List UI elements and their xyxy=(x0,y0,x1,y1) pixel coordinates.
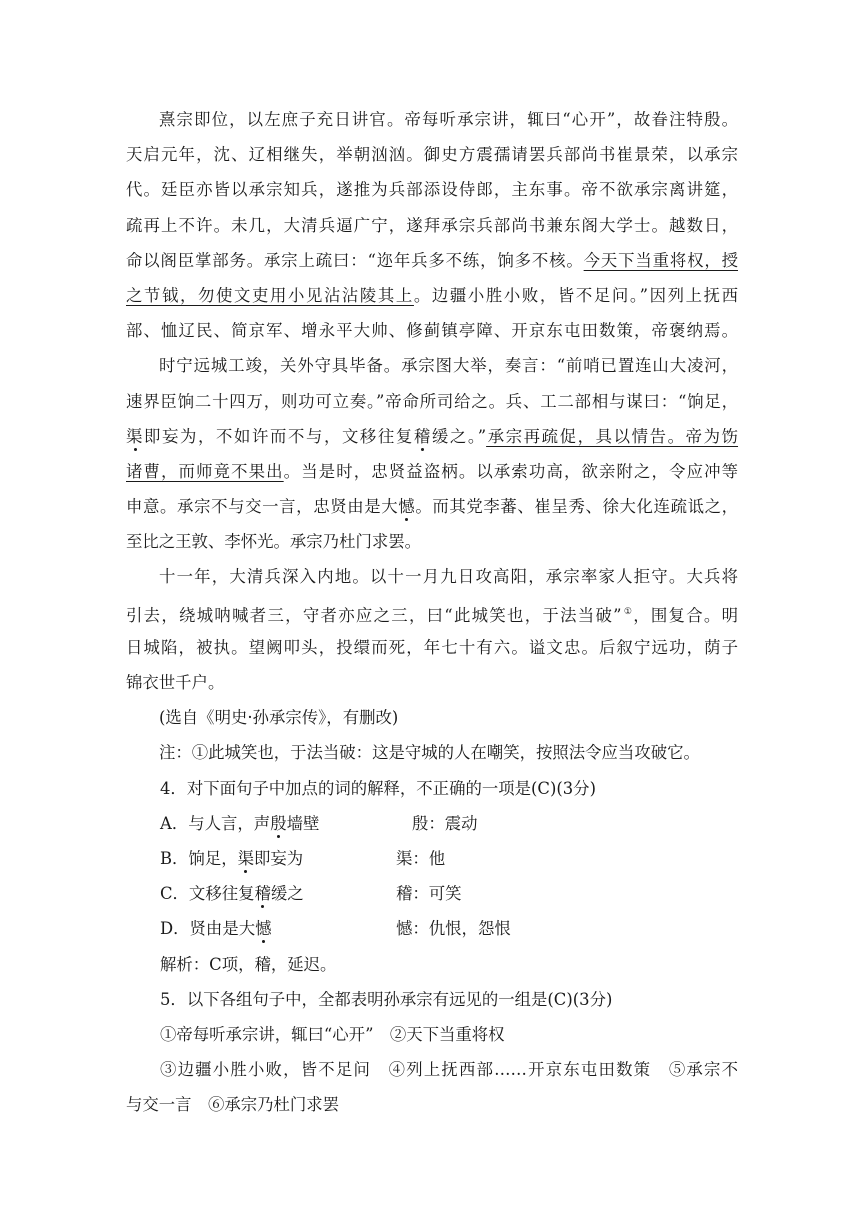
passage-p2-line2: 速界臣饷二十四万，则功可立奏。”帝命所司给之。兵、工二部相与谋曰：“饷足， xyxy=(126,391,738,411)
question-5-choices-row2: ③边疆小胜小败，皆不足问 ④列上抚西部……开京东屯田数策 ⑤承宗不 xyxy=(160,1060,738,1080)
passage-p3-line3: 日城陷，被执。望阙叩头，投缳而死，年七十有六。谥文忠。后叙宁远功，荫子 xyxy=(126,637,738,657)
dotted-word: 稽 xyxy=(254,884,271,904)
question-4-option-a xyxy=(126,806,738,841)
text-segment: 即妄为，不如许而不与，文移往复 xyxy=(144,426,414,446)
dotted-word: 憾 xyxy=(255,919,272,939)
footnote-marker: ① xyxy=(622,606,634,617)
dotted-word: 稽 xyxy=(413,426,432,446)
passage-p2-line5 xyxy=(126,489,738,524)
question-5-stem: 5．以下各组句子中，全都表明孙承宗有远见的一组是(C)(3分) xyxy=(160,989,613,1009)
document-page xyxy=(126,102,738,1122)
text-segment: ，围复合。明 xyxy=(633,605,738,625)
text-segment: 命以阁臣掌部务。承宗上疏曰：“迩年兵多不练，饷多不核。 xyxy=(126,250,584,270)
underlined-sentence: 今天下当重将权，授 xyxy=(583,250,738,270)
text-segment: 。而其党李蕃、崔呈秀、徐大化连疏诋之， xyxy=(415,497,739,517)
question-5-choices-row3: 与交一言 ⑥承宗乃杜门求罢 xyxy=(126,1095,340,1115)
text-segment: 。当是时，忠贤益盗柄。以承索功高，欲亲附之，令应冲等 xyxy=(283,461,739,481)
text-segment: 申意。承宗不与交一言，忠贤由是大 xyxy=(126,497,399,517)
question-4-analysis: 解析：C项，稽，延迟。 xyxy=(160,954,337,974)
source-citation: (选自《明史·孙承宗传》，有删改) xyxy=(159,708,399,728)
option-explanation: 殷：震动 xyxy=(412,813,478,833)
option-text: 缓之 xyxy=(270,884,304,904)
dotted-word: 殷 xyxy=(270,813,287,833)
text-segment: 缓之。” xyxy=(431,426,487,446)
passage-p1-line2: 天启元年，沈、辽相继失，举朝汹汹。御史方震孺请罢兵部尚书崔景荣，以承宗 xyxy=(126,145,738,165)
text-segment: 引去，绕城呐喊者三，守者亦应之三，曰“此城笑也，于法当破” xyxy=(126,605,622,625)
underlined-sentence: 承宗再疏促，具以情告。帝为饬 xyxy=(486,426,739,446)
option-explanation: 稽：可笑 xyxy=(396,884,462,904)
underlined-sentence: 诸曹，而师竟不果出 xyxy=(126,461,284,481)
passage-p1-line7: 部、恤辽民、简京军、增永平大帅、修蓟镇亭障、开京东屯田数策，帝褒纳焉。 xyxy=(126,321,738,341)
question-5-choices-row1: ①帝每听承宗讲，辄曰“心开” ②天下当重将权 xyxy=(160,1024,505,1044)
passage-p1-line5 xyxy=(126,243,738,278)
passage-p2-line3 xyxy=(126,419,738,454)
passage-p2-line1: 时宁远城工竣，关外守具毕备。承宗图大举，奏言：“前哨已置连山大凌河， xyxy=(159,356,738,376)
option-explanation: 渠：他 xyxy=(396,848,446,868)
question-4-option-c xyxy=(126,876,738,911)
question-4-option-d xyxy=(126,911,738,946)
underlined-sentence: 之节钺，勿使文吏用小见沾沾陵其上 xyxy=(126,285,414,305)
passage-p2-line4 xyxy=(126,454,738,489)
passage-p1-line4: 疏再上不许。未几，大清兵逼广宁，遂拜承宗兵部尚书兼东阁大学士。越数日， xyxy=(126,215,738,235)
passage-p1-line3: 代。廷臣亦皆以承宗知兵，遂推为兵部添设侍郎，主东事。帝不欲承宗离讲筵， xyxy=(126,180,738,200)
passage-p1-line1: 熹宗即位，以左庶子充日讲官。帝每听承宗讲，辄曰“心开”，故眷注特殷。 xyxy=(159,110,738,129)
option-text: C．文移往复 xyxy=(160,884,255,904)
dotted-word: 憾 xyxy=(398,497,416,517)
passage-p3-line4: 锦衣世千户。 xyxy=(126,673,225,692)
dotted-word: 渠 xyxy=(237,848,254,868)
option-text: D．贤由是大 xyxy=(160,919,256,939)
option-text: B．饷足， xyxy=(160,848,238,868)
option-text: A．与人言，声 xyxy=(160,813,271,833)
dotted-word: 渠 xyxy=(126,426,144,446)
passage-p1-line6 xyxy=(126,278,738,313)
footnote-text: 注：①此城笑也，于法当破：这是守城的人在嘲笑，按照法令应当攻破它。 xyxy=(159,743,700,763)
passage-p2-line6: 至比之王敦、李怀光。承宗乃杜门求罢。 xyxy=(126,532,422,552)
option-text: 墙壁 xyxy=(286,813,320,833)
text-segment: 。边疆小胜小败，皆不足问。”因列上抚西 xyxy=(413,285,739,305)
passage-p3-line2 xyxy=(126,595,738,630)
passage-p3-line1: 十一年，大清兵深入内地。以十一月九日攻高阳，承宗率家人拒守。大兵将 xyxy=(159,567,738,587)
option-text: 即妄为 xyxy=(254,848,304,868)
question-4-option-b xyxy=(126,841,738,876)
option-explanation: 憾：仇恨，怨恨 xyxy=(396,919,511,939)
question-4-stem: 4．对下面句子中加点的词的解释，不正确的一项是(C)(3分) xyxy=(160,778,596,798)
